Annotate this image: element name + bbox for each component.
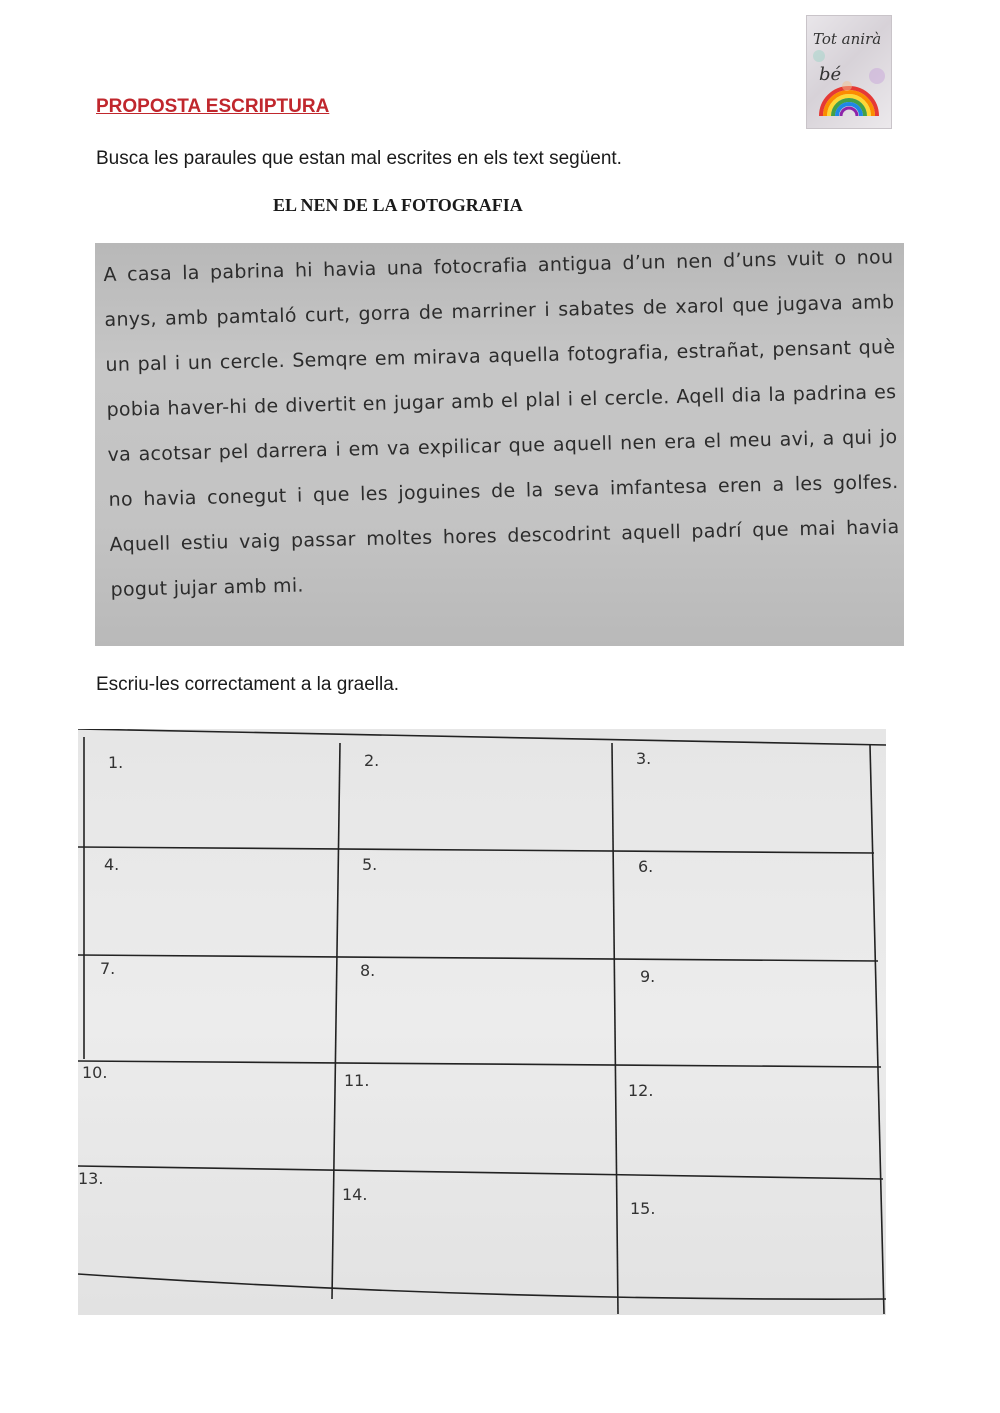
- grid-cell-6: 6.: [638, 857, 654, 876]
- grid-cell-15: 15.: [630, 1199, 656, 1218]
- grid-cell-1: 1.: [108, 753, 124, 772]
- grid-line: [78, 729, 886, 745]
- grid-cell-12: 12.: [628, 1081, 654, 1100]
- page-title: PROPOSTA ESCRIPTURA: [96, 96, 330, 117]
- grid-cell-10: 10.: [82, 1063, 108, 1082]
- grid-cell-3: 3.: [636, 749, 652, 768]
- grid-line: [78, 847, 874, 853]
- grid-line: [78, 1166, 883, 1179]
- instruction-find: Busca les paraules que estan mal escrites en els text següent.: [96, 148, 622, 169]
- answer-grid: [78, 729, 886, 1315]
- grid-cell-11: 11.: [344, 1071, 370, 1090]
- story-text: A casa la pabrina hi havia una fotocrafia antigua d’un nen d’uns vuit o nou anys, amb pamtaló curt, gorra de marriner i sabates de xarol que jugava amb un pal i un cercle. Semqre em mirava aquella fotografia, estrañat, pensant què pobia haver-hi de divertit en jugar amb el plal i el cercle. Aqell dia la padrina es va acotsar pel darrera i em va expilicar que aquell nen era el meu avi, a qui jo no havia conegut i que les joguines de la seva imfantesa eren a les golfes. Aquell estiu vaig passar moltes hores descodrint aquell padrí que mai havia pogut jujar amb mi.: [103, 246, 900, 601]
- grid-line: [870, 745, 884, 1314]
- logo-text-line2: bé: [819, 64, 842, 85]
- grid-line: [612, 743, 618, 1314]
- grid-cell-7: 7.: [100, 959, 116, 978]
- story-title: EL NEN DE LA FOTOGRAFIA: [273, 195, 523, 215]
- grid-line: [332, 743, 340, 1299]
- grid-cell-14: 14.: [342, 1185, 368, 1204]
- grid-line: [78, 1274, 886, 1299]
- grid-cell-5: 5.: [362, 855, 378, 874]
- grid-cell-8: 8.: [360, 961, 376, 980]
- grid-cell-13: 13.: [78, 1169, 104, 1188]
- grid-line: [78, 955, 878, 961]
- grid-cell-2: 2.: [364, 751, 380, 770]
- grid-line: [78, 1061, 881, 1067]
- grid-cell-9: 9.: [640, 967, 656, 986]
- logo-text-line1: Tot anirà: [813, 30, 882, 48]
- instruction-write: Escriu-les correctament a la graella.: [96, 674, 400, 695]
- story-text-photo: [95, 243, 904, 646]
- grid-lines: [78, 729, 886, 1315]
- logo-image: [806, 15, 892, 129]
- grid-cell-4: 4.: [104, 855, 120, 874]
